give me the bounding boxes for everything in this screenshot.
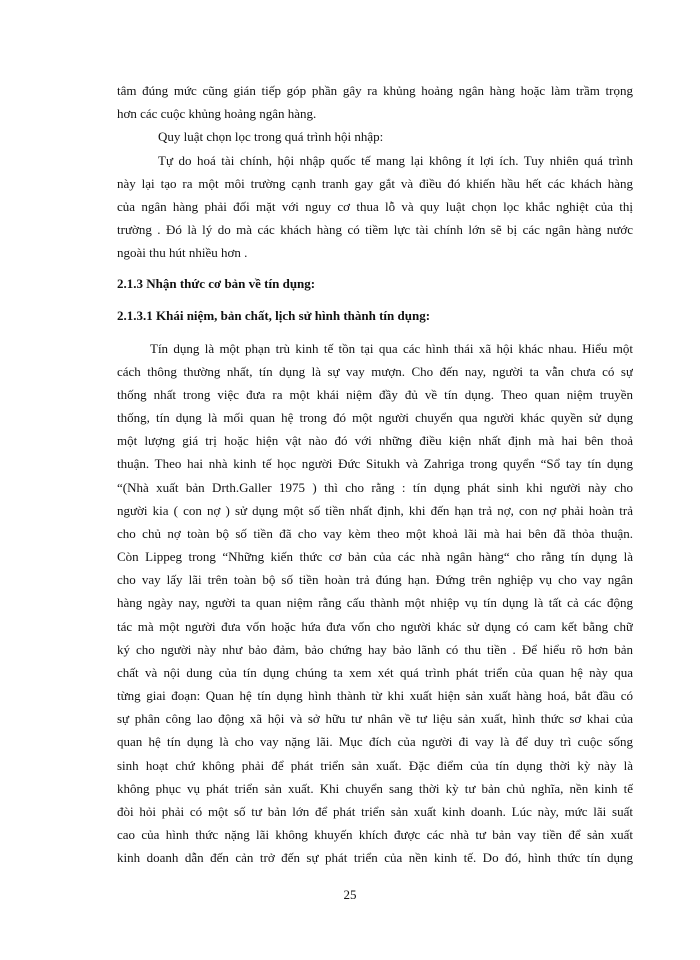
text-line: thống nhất trong việc đưa ra một khái niệm đầy đủ về tín dụng. Theo quan niệm truyền bbox=[117, 387, 633, 402]
text-line: Tín dụng là một phạn trù kinh tế tồn tại qua các hình thái xã hội khác nhau. Hiểu một bbox=[150, 341, 633, 356]
text-line: Tự do hoá tài chính, hội nhập quốc tế mang lại không ít lợi ích. Tuy nhiên quá trình bbox=[158, 153, 633, 168]
text-line: của ngân hàng phải đối mặt với nguy cơ thua lỗ và quy luật chọn lọc khắc nghiệt của thị bbox=[117, 199, 633, 214]
text-line: hàng ngày nay, người ta quan niệm rằng cấu thành một nhiệp vụ tín dụng là tất cả các động bbox=[117, 595, 633, 610]
text-line: chất và nội dung của tín dụng chúng ta xem xét quá trình phát triển của quan hệ này qua bbox=[117, 665, 633, 680]
text-line: kinh doanh dẫn đến cản trở đến sự phát triển của nền kinh tế. Do đó, hình thức tín dụng bbox=[117, 850, 633, 865]
text-line: một lượng giá trị hoặc hiện vật nào đó với những điều kiện nhất định mà hai bên thoả bbox=[117, 433, 633, 448]
text-line: sự phân công lao động xã hội và sở hữu tư nhân về tư liệu sản xuất, hình thức sơ khai của bbox=[117, 711, 633, 726]
text-line: “(Nhà xuất bản Drth.Galler 1975 ) thì cho rằng : tín dụng phát sinh khi người này cho bbox=[117, 480, 633, 495]
page-number: 25 bbox=[343, 887, 357, 902]
text-line: cách thông thường nhất, tín dụng là sự vay mượn. Cho đến nay, người ta vẫn chưa có sự bbox=[117, 364, 633, 379]
text-line: tâm đúng mức cũng gián tiếp góp phần gây ra khủng hoảng ngân hàng hoặc làm trầm trọng bbox=[117, 83, 633, 98]
text-line: thuận. Theo hai nhà kinh tế học người Đức Situkh và Zahriga trong quyển “Sổ tay tín dụng bbox=[117, 456, 633, 471]
section-heading: 2.1.3 Nhận thức cơ bản về tín dụng: bbox=[117, 276, 316, 291]
text-line: này lại tạo ra một môi trường cạnh tranh gay gắt và điều đó khiến hầu hết các khách hàng bbox=[117, 176, 633, 191]
text-line: cho vay lấy lãi trên toàn bộ số tiền hoàn trả đúng hạn. Đứng trên nghiệp vụ cho vay ngân bbox=[117, 572, 633, 587]
text-line: cao của hình thức nặng lãi không khuyến khích được các nhà tư bản vay tiền để sản xuất bbox=[117, 827, 633, 842]
text-line: Quy luật chọn lọc trong quá trình hội nhập: bbox=[158, 129, 384, 144]
subsection-heading: 2.1.3.1 Khái niệm, bản chất, lịch sử hình thành tín dụng: bbox=[117, 308, 431, 323]
text-line: tác mà một người đưa vốn hoặc hứa đưa vốn cho người khác sử dụng có cam kết bằng chữ bbox=[117, 619, 633, 634]
text-line: trường . Đó là lý do mà các khách hàng có tiềm lực tài chính lớn sẽ bị các ngân hàng nước bbox=[117, 222, 633, 237]
text-line: từng giai đoạn: Quan hệ tín dụng hình thành từ khi xuất hiện sản xuất hàng hoá, bắt đầu có bbox=[117, 688, 633, 703]
text-line: sinh hoạt chứ không phải để phát triển sản xuất. Đặc điểm của tín dụng thời kỳ này là bbox=[117, 758, 633, 773]
text-line: quan hệ tín dụng là cho vay nặng lãi. Mục đích của người đi vay là để duy trì cuộc sống bbox=[117, 734, 633, 749]
text-line: cho chủ nợ toàn bộ số tiền đã cho vay kèm theo một khoả lãi mà hai bên đã thỏa thuận. bbox=[117, 526, 633, 541]
text-line: không phục vụ phát triển sản xuất. Khi chuyển sang thời kỳ tư bản chủ nghĩa, nền kinh tế bbox=[117, 781, 633, 796]
text-line: hơn các cuộc khủng hoảng ngân hàng. bbox=[117, 106, 317, 121]
text-line: người kia ( con nợ ) sử dụng một số tiền nhất định, khi đến hạn trả nợ, con nợ phải hoàn trả bbox=[117, 503, 633, 518]
text-line: đòi hỏi phải có một số tư bản lớn để phát triển sản xuất kinh doanh. Lúc này, mức lãi suất bbox=[117, 804, 633, 819]
text-line: thống, tín dụng là mối quan hệ trong đó một người chuyển qua người khác quyền sử dụng bbox=[117, 410, 633, 425]
text-line: Còn Lippeg trong “Những kiến thức cơ bản của các nhà ngân hàng“ cho rằng tín dụng là bbox=[117, 549, 633, 564]
text-line: ngoài thu hút nhiều hơn . bbox=[117, 245, 248, 260]
text-line: ký cho người này như bảo đảm, bảo chứng hay bảo lãnh có thu tiền . Để hiểu rõ hơn bản bbox=[117, 642, 633, 657]
